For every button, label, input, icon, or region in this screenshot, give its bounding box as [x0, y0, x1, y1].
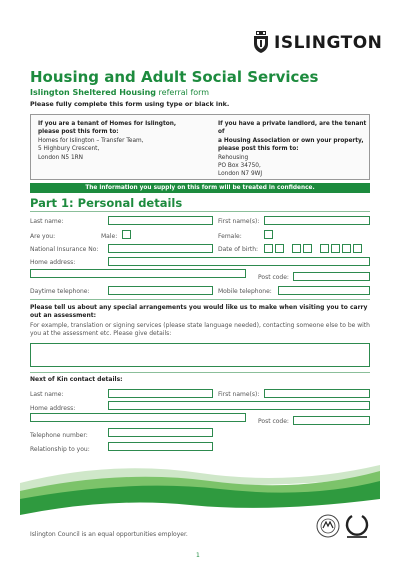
logo-text: ISLINGTON [274, 33, 383, 53]
address-line: Homes for Islington – Transfer Team, [38, 137, 144, 144]
mobile-phone-label: Mobile telephone: [218, 288, 272, 295]
arrangements-details-textarea[interactable] [30, 343, 370, 367]
address-line: London N7 9WJ [218, 171, 263, 178]
daytime-phone-label: Daytime telephone: [30, 288, 90, 295]
home-address-line1-field[interactable] [108, 257, 370, 266]
dob-label: Date of birth: [218, 246, 259, 253]
part1-title: Part 1: Personal details [30, 196, 183, 210]
islington-crest-icon [252, 31, 270, 53]
next-of-kin-heading: Next of Kin contact details: [30, 376, 123, 383]
female-checkbox[interactable] [264, 230, 273, 239]
form-instruction: Please fully complete this form using type or black ink. [30, 100, 230, 108]
male-label: Male: [101, 233, 118, 240]
positive-about-disabled-badge-icon [344, 513, 370, 541]
nok-relationship-label: Relationship to you: [30, 446, 90, 453]
subtitle-rest: referral form [156, 88, 210, 97]
dob-box[interactable] [342, 244, 351, 253]
are-you-label: Are you: [30, 233, 56, 240]
address-line: Rehousing [218, 154, 249, 161]
arrangements-question-line: out an assessment: [30, 312, 97, 319]
arrangements-example-line: For example, translation or signing services (please state language needed), contacting someone else to be with [30, 322, 370, 329]
mobile-phone-field[interactable] [278, 286, 370, 295]
nok-last-name-field[interactable] [108, 389, 213, 398]
page-title: Housing and Adult Social Services [30, 68, 319, 86]
nok-address-line2-field[interactable] [30, 413, 246, 422]
address-heading: a Housing Association or own your property, [218, 137, 364, 144]
ni-number-field[interactable] [108, 244, 213, 253]
divider [30, 211, 370, 212]
equal-opportunities-note: Islington Council is an equal opportunities employer. [30, 531, 188, 538]
nok-post-code-field[interactable] [293, 416, 370, 425]
address-heading: please post this form to: [218, 146, 299, 153]
investors-in-people-badge-icon [316, 514, 340, 538]
home-address-label: Home address: [30, 259, 76, 266]
dob-box[interactable] [331, 244, 340, 253]
confidentiality-banner: The information you supply on this form will be treated in confidence. [30, 183, 370, 193]
nok-telephone-label: Telephone number: [30, 432, 88, 439]
address-line: PO Box 34750, [218, 163, 261, 170]
nok-relationship-field[interactable] [108, 442, 213, 451]
nok-home-address-label: Home address: [30, 405, 76, 412]
homes-for-islington-address [38, 120, 198, 162]
subtitle-bold: Islington Sheltered Housing [30, 88, 157, 97]
post-code-label: Post code: [258, 274, 289, 281]
nok-telephone-field[interactable] [108, 428, 213, 437]
dob-box[interactable] [320, 244, 329, 253]
last-name-field[interactable] [108, 216, 213, 225]
daytime-phone-field[interactable] [108, 286, 213, 295]
female-label: Female: [218, 233, 242, 240]
address-line: 5 Highbury Crescent, [38, 146, 100, 153]
nok-first-names-label: First name(s): [218, 391, 260, 398]
address-line: London N5 1RN [38, 154, 84, 161]
page-subtitle [30, 88, 209, 97]
form-page [20, 0, 383, 567]
first-names-field[interactable] [264, 216, 370, 225]
divider [30, 299, 370, 300]
dob-box[interactable] [303, 244, 312, 253]
address-heading: If you are a tenant of Homes for Islington, [38, 121, 177, 127]
male-checkbox[interactable] [122, 230, 131, 239]
divider [30, 372, 370, 373]
rehousing-address [218, 120, 368, 179]
dob-box[interactable] [264, 244, 273, 253]
postal-address-box [30, 114, 370, 180]
first-names-label: First name(s): [218, 218, 260, 225]
arrangements-question [30, 304, 375, 320]
address-heading: If you have a private landlord, are the tenant of [218, 121, 367, 136]
nok-first-names-field[interactable] [264, 389, 370, 398]
ni-number-label: National Insurance No: [30, 246, 99, 253]
home-address-line2-field[interactable] [30, 269, 246, 278]
dob-box[interactable] [292, 244, 301, 253]
address-heading: please post this form to: [38, 129, 119, 136]
nok-post-code-label: Post code: [258, 418, 289, 425]
dob-box[interactable] [353, 244, 362, 253]
arrangements-example-line: you at the assessment etc. Please give details: [30, 330, 172, 337]
arrangements-question-line: Please tell us about any special arrangements you would like us to make when visiting you to carry [30, 304, 368, 311]
last-name-label: Last name: [30, 218, 64, 225]
islington-logo [252, 31, 382, 55]
green-wave-decoration [20, 455, 380, 515]
nok-address-line1-field[interactable] [108, 401, 370, 410]
arrangements-example [30, 322, 375, 338]
post-code-field[interactable] [293, 272, 370, 281]
nok-last-name-label: Last name: [30, 391, 64, 398]
page-number: 1 [196, 552, 200, 559]
dob-box[interactable] [275, 244, 284, 253]
